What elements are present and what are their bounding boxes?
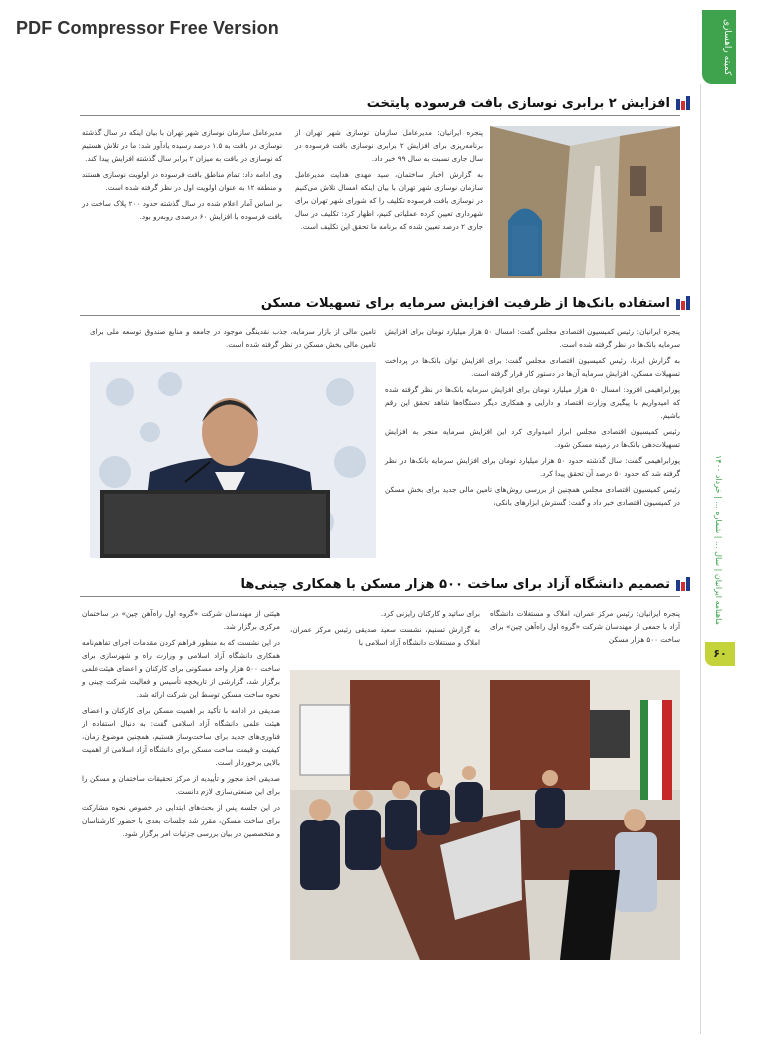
article-2-title: استفاده بانک‌ها از ظرفیت افزایش سرمایه برای تسهیلات مسکن (260, 295, 670, 311)
paragraph: به گزارش تسنیم، نشست سعید صدیقی رئیس مرکز عمران، املاک و مستغلات دانشگاه آزاد اسلامی با (290, 625, 480, 647)
article-1-heading (367, 92, 690, 114)
paragraph: صدیقی اخذ مجوز و تأییدیه از مرکز تحقیقات ساختمان و مسکن را برای این صنعتی‌سازی لازم دانست. (82, 774, 280, 796)
speaker-photo (90, 362, 376, 558)
magazine-issue-info: ماهنامه ایرانیان | سال ... | شماره ... | خرداد ۱۴۰۰ (714, 455, 723, 625)
article-3-title: تصمیم دانشگاه آزاد برای ساخت ۵۰۰ هزار مسکن با همکاری چینی‌ها (240, 576, 670, 592)
paragraph: به گزارش اخبار ساختمان، سید مهدی هدایت مدیرعامل سازمان نوسازی شهر تهران با بیان اینکه امسال تلاش می‌کنیم در نوسازی بافت فرسوده تکلیف را که شورای شهر تهران برای شهرداری تعیین کرده عملیاتی کنیم، اظهار کرد: تکلیف در سال جاری ۲ درصد تعیین شده که برنامه ما تحقق این تکلیف است. (295, 170, 483, 231)
alley-photo (490, 126, 680, 278)
paragraph: در این نشست که به منظور فراهم کردن مقدمات اجرای تفاهم‌نامه همکاری دانشگاه آزاد اسلامی و وزارت راه و شهرسازی برای ساخت ۵۰۰ هزار واحد مسکونی برای کارکنان و اعضای هیئت‌علمی برگزار شد، گزارشی از تاریخچه تأسیس و فعالیت شرکت چینی و نحوه ساخت مسکن توسط این شرکت ارائه شد. (82, 638, 281, 699)
paragraph: پنجره ایرانیان: مدیرعامل سازمان نوسازی شهر تهران از برنامه‌ریزی برای افزایش ۲ برابری نوسازی بافت فرسوده در سال جاری نسبت به سال ۹۹ خبر داد. (295, 128, 483, 163)
section-tab-label: کمیته راهسازی (722, 18, 732, 76)
paragraph: بر اساس آمار اعلام شده در سال گذشته حدود ۲۰۰ پلاک ساخت در بافت فرسوده با افزایش ۶۰ درصدی روبه‌رو بود. (82, 199, 282, 221)
article-3-column-middle (290, 607, 480, 652)
heading-underline (80, 315, 680, 316)
sidebar-rule (700, 84, 701, 1034)
chart-bars-icon (676, 96, 690, 110)
paragraph: رئیس کمیسیون اقتصادی مجلس ابراز امیدواری کرد این افزایش سرمایه منجر به افزایش تسهیلات‌دهی بانک‌ها در زمینه مسکن شود. (385, 427, 680, 449)
chart-bars-icon (676, 577, 690, 591)
page-number: ۶۰ (705, 642, 735, 666)
article-2-heading (261, 292, 690, 314)
paragraph: رئیس کمیسیون اقتصادی مجلس همچنین از بررسی روش‌های تامین مالی جدید برای بخش مسکن در کمیسیون اقتصادی خبر داد و گفت: گسترش ابزارهای بانکی، (385, 485, 680, 507)
paragraph: پنجره ایرانیان: رئیس کمیسیون اقتصادی مجلس گفت: امسال ۵۰ هزار میلیارد تومان برای افزایش سرمایه بانک‌ها در نظر گرفته شده است. (385, 327, 680, 349)
article-3-column-right (490, 607, 680, 649)
article-1-column-right (295, 126, 483, 236)
paragraph: پورابراهیمی گفت: سال گذشته حدود ۵۰ هزار میلیارد تومان برای افزایش سرمایه بانک‌ها در نظر گرفته شد که حدود ۵۰ درصد آن تحقق پیدا کرد. (385, 456, 680, 478)
article-2-column-left (90, 325, 376, 354)
paragraph: به گزارش ایرنا، رئیس کمیسیون اقتصادی مجلس گفت: برای افزایش توان بانک‌ها در پرداخت تسهیلات مسکن، افزایش سرمایه آن‌ها در دستور کار قرار گرفته است. (385, 356, 680, 378)
article-1-column-left (82, 126, 282, 226)
paragraph: مدیرعامل سازمان نوسازی شهر تهران با بیان اینکه در سال گذشته نوسازی در بافت به ۱.۵ درصد رسیده یادآور شد: ما در تلاش هستیم که نوسازی در بافت به میزان ۲ برابر سال گذشته افزایش پیدا کند. (82, 128, 282, 163)
article-3-column-left (82, 607, 280, 843)
chart-bars-icon (676, 296, 690, 310)
paragraph: تامین مالی از بازار سرمایه، جذب نقدینگی موجود در جامعه و منابع صندوق توسعه ملی برای تامین مالی بخش مسکن در نظر گرفته شده است. (90, 327, 376, 349)
meeting-photo (290, 670, 680, 960)
heading-underline (80, 115, 680, 116)
paragraph: هیئتی از مهندسان شرکت «گروه اول راه‌آهن چین» در ساختمان مرکزی برگزار شد. (82, 609, 280, 631)
article-2-column-right (385, 325, 680, 512)
paragraph: صدیقی در ادامه با تأکید بر اهمیت مسکن برای کارکنان و اعضای هیئت علمی دانشگاه آزاد اسلامی گفت: به دنبال استفاده از فناوری‌های جدید برای ساخت‌وساز هستیم، همچنین موضوع زمان، کیفیت و قیمت ساخت مسکن برای دانشگاه آزاد اسلامی از اهمیت بالایی برخوردار است. (82, 706, 280, 767)
article-1-title: افزایش ۲ برابری نوسازی بافت فرسوده پایتخت (366, 95, 670, 111)
paragraph: پنجره ایرانیان: رئیس مرکز عمران، املاک و مستغلات دانشگاه آزاد با جمعی از مهندسان شرکت «گروه اول راه‌آهن چین» برای ساخت ۵۰۰ هزار مسکن (490, 609, 680, 644)
paragraph: برای ساتید و کارکنان رایزنی کرد. (380, 609, 480, 618)
article-3-heading (241, 573, 690, 595)
watermark-text: PDF Compressor Free Version (16, 18, 279, 38)
heading-underline (80, 596, 680, 597)
paragraph: وی ادامه داد: تمام مناطق بافت فرسوده در اولویت نوسازی هستند و منطقه ۱۲ به عنوان اولویت اول در نظر گرفته شده است. (82, 170, 282, 192)
paragraph: پورابراهیمی افزود: امسال ۵۰ هزار میلیارد تومان برای افزایش سرمایه بانک‌ها در نظر گرفته شده که امیدواریم با پیگیری وزارت اقتصاد و دارایی و همکاری دیگر دستگاه‌ها شاهد تحقق این رقم باشیم. (385, 385, 680, 420)
paragraph: در این جلسه پس از بحث‌های ابتدایی در خصوص نحوه مشارکت برای ساخت مسکن، مقرر شد جلسات بعدی با حضور کارشناسان و متخصصین در بیان بررسی جزئیات امر برگزار شود. (82, 803, 280, 838)
